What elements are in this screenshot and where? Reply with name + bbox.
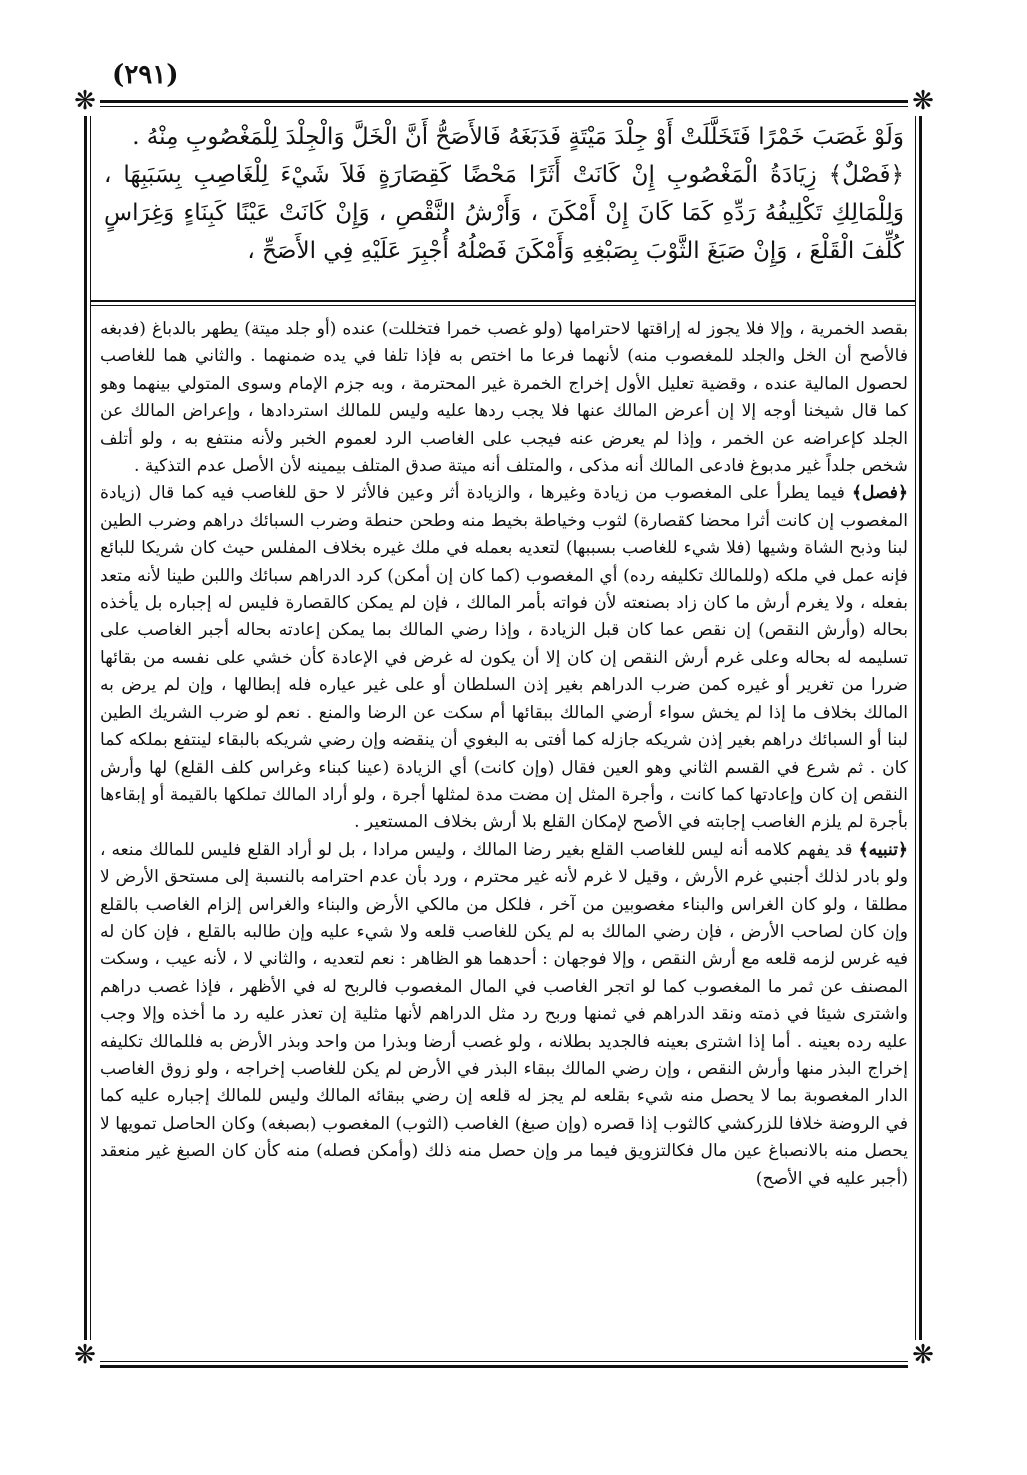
corner-ornament-icon: ❋ — [70, 1340, 100, 1370]
main-text-line: وَلَوْ غَصَبَ خَمْرًا فَتَخَلَّلَتْ أَوْ جِلْدَ مَيْتَةٍ فَدَبَغَهُ فَالأَصَحُّ أَنَّ الْخَلَّ وَالْجِلْدَ لِلْمَغْصُوبِ مِنْهُ . — [132, 124, 904, 150]
corner-ornament-icon: ❋ — [70, 86, 100, 116]
main-text-block — [104, 118, 904, 298]
commentary-text-block — [100, 316, 908, 1356]
paragraph-heading: ﴿تنبيه﴾ — [858, 839, 908, 860]
paragraph-text: قد يفهم كلامه أنه ليس للغاصب القلع بغير رضا المالك ، وليس مرادا ، بل لو أراد القلع فليس للمالك منعه ، ولو بادر لذلك أجنبي غرم الأرش ، وقيل لا غرم لأنه غير محترم ، ورد بأن عدم احترامه بالنسبة إلى مستحق الأرض لا مطلقا ، ولو كان الغراس والبناء مغصوبين من آخر ، فلكل من مالكي الأرض والبناء والغراس إلزام الغاصب بالقلع وإن كان لصاحب الأرض ، فإن رضي المالك به لم يكن للغاصب قلعه ولا شيء عليه وإن طالبه بالقلع ، فإن كان له فيه غرس لزمه قلعه مع أرش النقص ، وإلا فوجهان : أحدهما هو الظاهر : نعم لتعديه ، والثاني لا ، لأنه عيب ، وسكت المصنف عن ثمر ما المغصوب كما لو اتجر الغاصب في المال المغصوب فالربح له في الأظهر ، فإذا غصب دراهم واشترى شيئا في ذمته ونقد الدراهم في ثمنها وربح رد مثل الدراهم لأنها مثلية إن تعذر عليه رد ما أخذه وإلا وجب عليه رده بعينه . أما إذا اشترى بعينه فالجديد بطلانه ، ولو غصب أرضا وبذرا من واحد وبذر الأرض به فللمالك تكليفه إخراج البذر منها وأرش النقص ، وإن رضي المالك ببقاء البذر في الأرض لم يكن للغاصب إخراجه ، ولو زوق الغاصب الدار المغصوبة بما لا يحصل منه شيء بقلعه لم يجز له قلعه إن رضي ببقائه المالك وليس للمالك إجباره عليه كما في الروضة خلافا للزركشي كالثوب إذا قصره (وإن صبغ) الغاصب (الثوب) المغصوب (بصبغه) وكان الحاصل تمويها لا يحصل منه بالانصباغ عين مال فكالتزويق فيما مر وإن حصل منه ذلك (وأمكن فصله) منه كأن كان الصبغ غير منعقد (أجبر عليه في الأصح) — [100, 839, 908, 1189]
page-number: (٢٩١) — [112, 60, 179, 90]
section-divider — [90, 300, 916, 306]
paragraph-heading: ﴿فصل﴾ — [852, 483, 908, 504]
corner-ornament-icon: ❋ — [908, 86, 938, 116]
paragraph-text: فيما يطرأ على المغصوب من زيادة وغيرها ، والزيادة أثر وعين فالأثر لا حق للغاصب فيه كما قال (زيادة المغصوب إن كانت أثرا محضا كقصارة) لثوب وخياطة بخيط منه وطحن حنطة وضرب السبائك دراهم وضرب الطين لبنا وذبح الشاة وشيها (فلا شيء للغاصب بسببها) لتعديه بعمله في ملك غيره بخلاف المفلس حيث كان شريكا للبائع فإنه عمل في ملكه (وللمالك تكليفه رده) أي المغصوب (كما كان إن أمكن) كرد الدراهم سبائك واللبن طينا لأنه متعد بفعله ، ولا يغرم أرش ما كان زاد بصنعته لأن فواته بأمر المالك ، فإن لم يمكن كالقصارة فليس له إجباره بل يأخذه بحاله (وأرش النقص) إن نقص عما كان قبل الزيادة ، وإذا رضي المالك بما يمكن إعادته بحاله أجبر الغاصب على تسليمه له بحاله وعلى غرم أرش النقص إن كان إلا أن يكون له غرض في الإعادة كأن خشي على نفسه من بقائها ضررا من تغرير أو غيره كمن ضرب الدراهم بغير إذن السلطان أو على غير عياره فله إبطالها ، وإن لم يرض به المالك بخلاف ما إذا لم يخش سواء أرضي المالك ببقائها أم سكت عن الرضا والمنع . نعم لو ضرب الشريك الطين لبنا أو السبائك دراهم بغير إذن شريكه جازله كما أفتى به البغوي أن ينقضه وإن رضي شريكه بالبقاء لينتفع بملكه كما كان . ثم شرع في القسم الثاني وهو العين فقال (وإن كانت) أي الزيادة (عينا كبناء وغراس كلف القلع) لها وأرش النقص إن كان وإعادتها كما كانت ، وأجرة المثل إن مضت مدة لمثلها أجرة ، ولو أراد المالك تملكها بالقيمة أو إبقاءها بأجرة لم يلزم الغاصب إجابته في الأصح لإمكان القلع بلا أرش بخلاف المستعير . — [100, 483, 908, 833]
commentary-paragraph — [100, 480, 908, 836]
main-text-line: ﴿فَصْلٌ﴾ زِيَادَةُ الْمَغْصُوبِ إِنْ كَانَتْ أَثَرًا مَحْضًا كَقِصَارَةٍ فَلاَ شَيْءَ لِلْغَاصِبِ بِسَبَبِهَا ، وَلِلْمَالِكِ تَكْلِيفُهُ رَدِّهِ كَمَا كَانَ إِنْ أَمْكَنَ ، وَأَرْشُ النَّقْصِ ، وَإِنْ كَانَتْ عَيْنًا كَبِنَاءٍ وَغِرَاسٍ كُلِّفَ الْقَلْعَ ، وَإِنْ صَبَغَ الثَّوْبَ بِصَبْغِهِ وَأَمْكَنَ فَصْلُهُ أُجْبِرَ عَلَيْهِ فِي الأَصَحِّ ، — [104, 162, 904, 264]
corner-ornament-icon: ❋ — [908, 1340, 938, 1370]
commentary-paragraph — [100, 837, 908, 1193]
commentary-paragraph — [100, 316, 908, 480]
paragraph-text: بقصد الخمرية ، وإلا فلا يجوز له إراقتها لاحترامها (ولو غصب خمرا فتخللت) عنده (أو جلد ميتة) يطهر بالدباغ (فدبغه فالأصح أن الخل والجلد للمغصوب منه) لأنهما فرعا ما اختص به فإذا تلفا في يده ضمنهما . والثاني هما للغاصب لحصول المالية عنده ، وقضية تعليل الأول إخراج الخمرة غير المحترمة ، وبه جزم الإمام وسوى المتولي بينهما وهو كما قال شيخنا أوجه إلا إن أعرض المالك عنها فلا يجب ردها عليه وليس للمالك استردادها ، وإعراض المالك عن الجلد كإعراضه عن الخمر ، وإذا لم يعرض عنه فيجب على الغاصب الرد لعموم الخبر ولأنه منتفع به ، ولو أتلف شخص جلداً غير مدبوغ فادعى المالك أنه مذكى ، والمتلف أنه ميتة صدق المتلف بيمينه لأن الأصل عدم التذكية . — [100, 319, 908, 477]
